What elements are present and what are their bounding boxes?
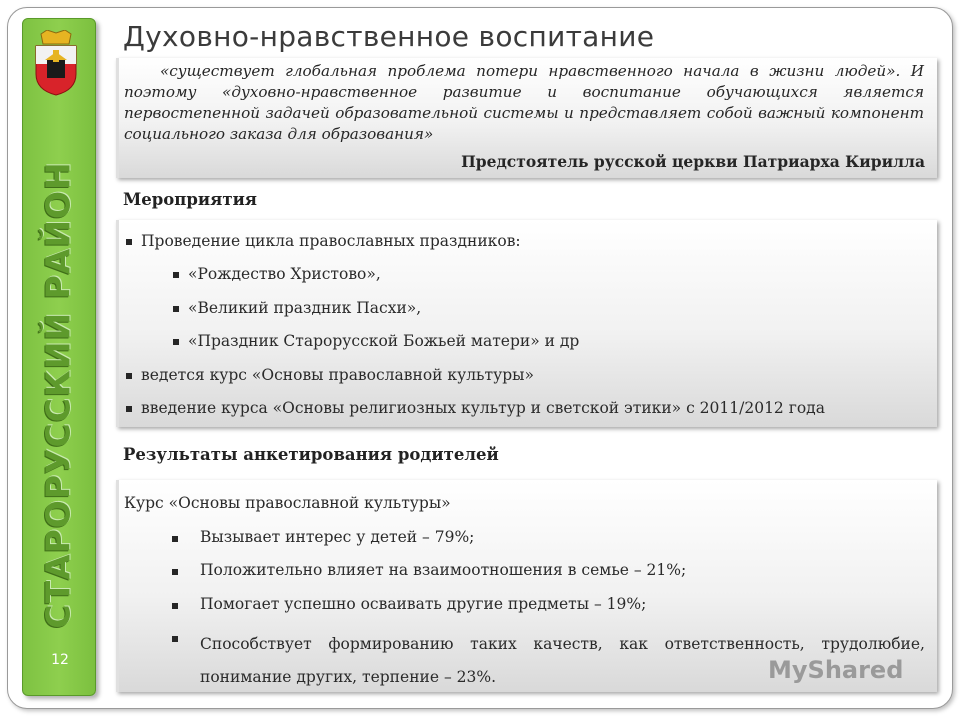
- bullet-icon: [173, 272, 179, 278]
- list-item: «Великий праздник Пасхи»,: [188, 299, 422, 317]
- bullet-icon: [172, 536, 178, 542]
- bullet-icon: [172, 569, 178, 575]
- list-item: Способствует формированию таких качеств, как ответственность, трудолюбие, понимание других, терпение – 23%.: [200, 635, 925, 686]
- bullet-icon: [126, 373, 132, 379]
- page-number: 12: [51, 652, 69, 668]
- list-item: Помогает успешно осваивать другие предметы – 19%;: [200, 595, 647, 613]
- district-name: СТАРОРУССКИЙ РАЙОН: [38, 161, 78, 629]
- watermark: MyShared: [768, 656, 904, 684]
- page-title: Духовно-нравственное воспитание: [123, 20, 655, 53]
- list-item: «Праздник Старорусской Божьей матери» и др: [188, 332, 580, 350]
- bullet-icon: [172, 603, 178, 609]
- events-box: [116, 220, 937, 427]
- bullet-icon: [173, 306, 179, 312]
- results-heading: Результаты анкетирования родителей: [123, 445, 499, 464]
- list-item: ведется курс «Основы православной культуры»: [141, 366, 534, 384]
- bullet-icon: [172, 636, 178, 642]
- coat-of-arms-icon: [33, 30, 79, 96]
- list-item: Положительно влияет на взаимоотношения в семье – 21%;: [200, 561, 687, 579]
- bullet-icon: [126, 239, 132, 245]
- quote-text: «существует глобальная проблема потери нравственного начала в жизни людей». И поэтому «духовно-нравственное развитие и воспитание обучающихся является первостепенной задачей образовательной системы и представляет собой важный компонент социального заказа для образования»: [124, 62, 924, 143]
- quote-author: Предстоятель русской церкви Патриарха Кирилла: [461, 152, 925, 171]
- list-item: введение курса «Основы религиозных культур и светской этики» с 2011/2012 года: [141, 399, 825, 417]
- list-item: Проведение цикла православных праздников:: [141, 232, 521, 250]
- course-label: Курс «Основы православной культуры»: [124, 494, 451, 512]
- bullet-icon: [126, 406, 132, 412]
- list-item: «Рождество Христово»,: [188, 265, 381, 283]
- bullet-icon: [173, 339, 179, 345]
- events-heading: Мероприятия: [123, 190, 257, 209]
- list-item: Вызывает интерес у детей – 79%;: [200, 528, 475, 546]
